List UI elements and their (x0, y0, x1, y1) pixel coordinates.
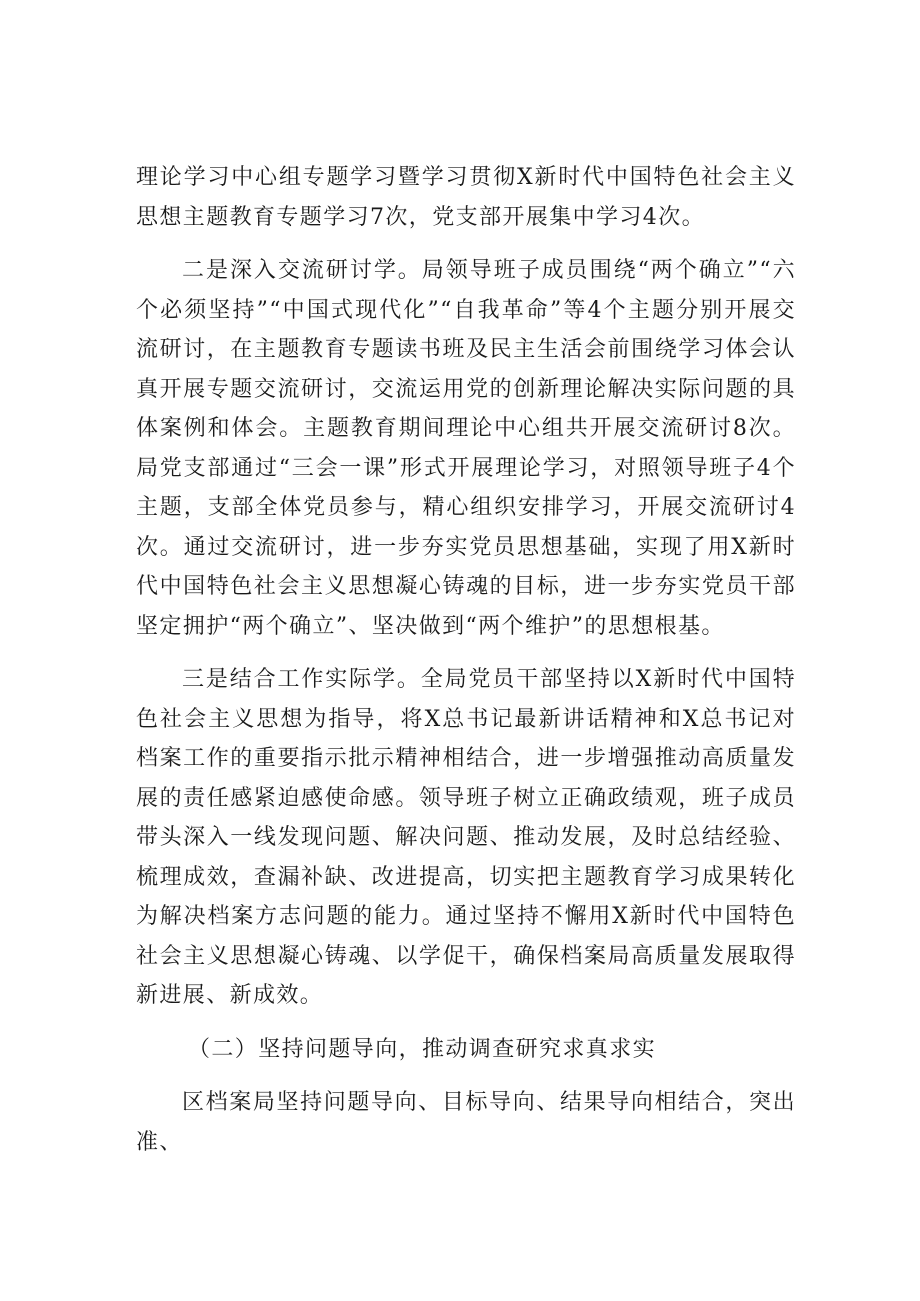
paragraph-continued: 理论学习中心组专题学习暨学习贯彻X新时代中国特色社会主义思想主题教育专题学习7次，党支部开展集中学习4次。 (136, 165, 796, 230)
paragraph-work-practice: 三是结合工作实际学。全局党员干部坚持以X新时代中国特色社会主义思想为指导，将X总书记最新讲话精神和X总书记对档案工作的重要指示批示精神相结合，进一步增强推动高质量发展的责任感紧迫感使命感。领导班子树立正确政绩观，班子成员带头深入一线发现问题、解决问题、推动发展，及时总结经验、梳理成效，查漏补缺、改进提高，切实把主题教育学习成果转化为解决档案方志问题的能力。通过坚持不懈用X新时代中国特色社会主义思想凝心铸魂、以学促干，确保档案局高质量发展取得新进展、新成效。 (136, 667, 796, 1008)
document-body (136, 158, 796, 1162)
paragraph-problem-oriented: 区档案局坚持问题导向、目标导向、结果导向相结合，突出准、 (136, 1090, 796, 1155)
paragraph-exchange-discussion: 二是深入交流研讨学。局领导班子成员围绕“两个确立”“六个必须坚持”“中国式现代化”“自我革命”等4个主题分别开展交流研讨，在主题教育专题读书班及民主生活会前围绕学习体会认真开展专题交流研讨，交流运用党的创新理论解决实际问题的具体案例和体会。主题教育期间理论中心组共开展交流研讨8次。局党支部通过“三会一课”形式开展理论学习，对照领导班子4个主题，支部全体党员参与，精心组织安排学习，开展交流研讨4次。通过交流研讨，进一步夯实党员思想基础，实现了用X新时代中国特色社会主义思想凝心铸魂的目标，进一步夯实党员干部坚定拥护“两个确立”、坚决做到“两个维护”的思想根基。 (136, 258, 796, 639)
section-heading: （二）坚持问题导向，推动调查研究求真求实 (188, 1036, 657, 1062)
